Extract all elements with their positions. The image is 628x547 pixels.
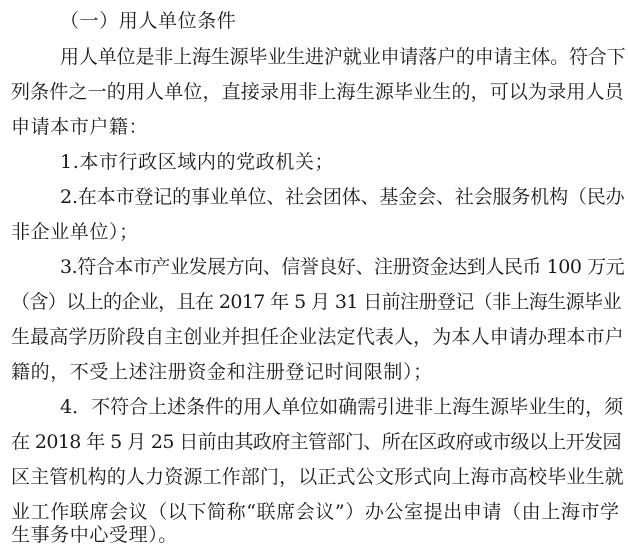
list-item-continuation: 生事务中心受理）。 bbox=[11, 524, 178, 546]
list-item-continuation: 籍的，不受上述注册资金和注册登记时间限制）； bbox=[11, 361, 433, 383]
list-item: 2.在本市登记的事业单位、社会团体、基金会、社会服务机构（民办 bbox=[60, 186, 625, 208]
list-item-continuation: 非企业单位）； bbox=[11, 221, 139, 243]
list-item-continuation: 区主管机构的人力资源工作部门，以正式公文形式向上海市高校毕业生就 bbox=[11, 466, 624, 488]
paragraph-line: 用人单位是非上海生源毕业生进沪就业申请落户的申请主体。符合下 bbox=[60, 46, 626, 68]
list-item: 4．不符合上述条件的用人单位如确需引进非上海生源毕业生的，须 bbox=[60, 396, 624, 418]
paragraph-line: 列条件之一的用人单位，直接录用非上海生源毕业生的，可以为录用人员 bbox=[11, 81, 624, 103]
list-item-continuation: 在 2018 年 5 月 25 日前由其政府主管部门、所在区政府或市级以上开发园 bbox=[11, 431, 621, 453]
list-item-continuation: 生最高学历阶段自主创业并担任企业法定代表人，为本人申请办理本市户 bbox=[11, 326, 624, 348]
list-item-continuation: 业工作联席会议（以下简称“联席会议”）办公室提出申请（由上海市学 bbox=[11, 501, 620, 523]
paragraph-line: 申请本市户籍： bbox=[11, 116, 149, 138]
list-item: 1.本市行政区域内的党政机关； bbox=[60, 151, 335, 173]
list-item: 3.符合本市产业发展方向、信誉良好、注册资金达到人民币 100 万元 bbox=[60, 256, 625, 278]
section-heading: （一）用人单位条件 bbox=[60, 10, 237, 32]
list-item-continuation: （含）以上的企业，且在 2017 年 5 月 31 日前注册登记（非上海生源毕业 bbox=[11, 291, 621, 313]
